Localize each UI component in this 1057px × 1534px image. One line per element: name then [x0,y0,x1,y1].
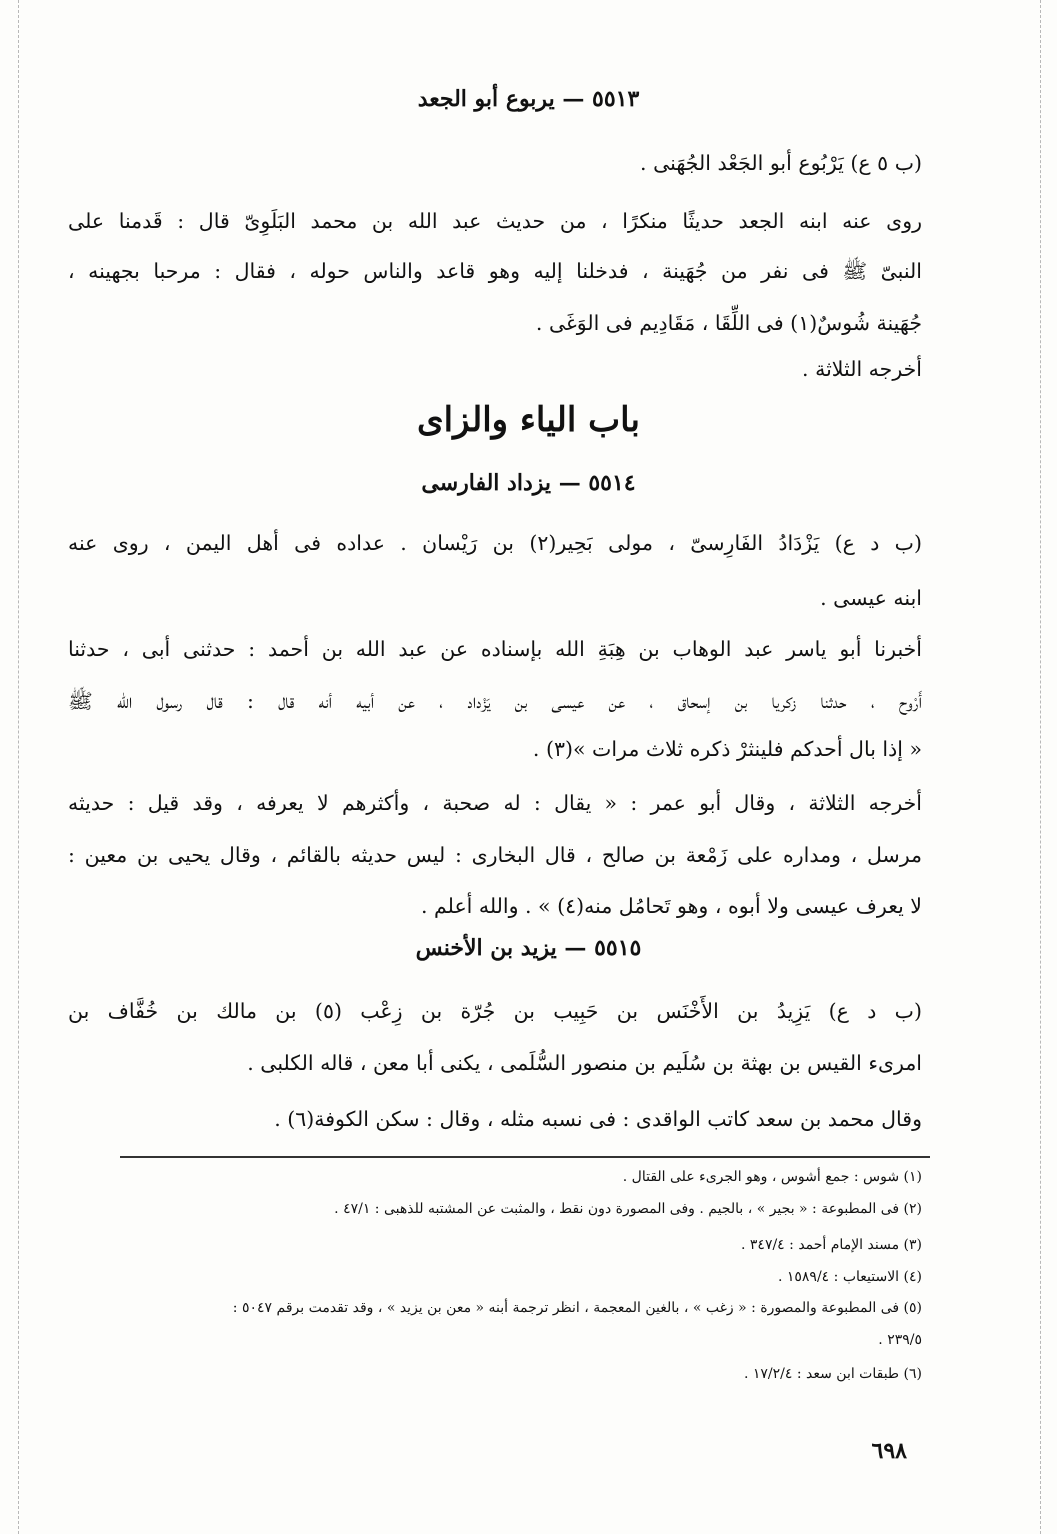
entry-text-line: ابنه عيسى . [820,586,922,610]
entry-heading-5514: ٥٥١٤ — يزداد الفارسى [421,470,636,496]
chapter-title: باب الياء والزاى [417,400,640,440]
footnote: (٥) فى المطبوعة والمصورة : « زغب » ، بالغين المعجمة ، انظر ترجمة أبنه « معن بن يزيد » ، وقد تقدمت برقم ٥٠٤٧ : [232,1300,922,1316]
footnote-separator [120,1156,930,1158]
entry-text-line: أخرجه الثلاثة ، وقال أبو عمر : « يقال : له صحبة ، وأكثرهم لا يعرفه ، وقد قيل : حديثه [68,791,922,815]
entry-text-line: مرسل ، ومداره على زَمْعة بن صالح ، قال البخارى : ليس حديثه بالقائم ، وقال يحيى بن معين : [68,843,922,867]
entry-text-line: روى عنه ابنه الجعد حديثًا منكرًا ، من حديث عبد الله بن محمد البَلَوِىّ قال : قَدمنا على [68,209,922,233]
footnote: (٢) فى المطبوعة : « بجير » ، بالجيم . وفى المصورة دون نقط ، والمثبت عن المشتبه للذهبى : ٤٧/١ . [334,1201,922,1217]
page-number: ٦٩٨ [871,1438,907,1464]
entry-text-line: وقال محمد بن سعد كاتب الواقدى : فى نسبه مثله ، وقال : سكن الكوفة(٦) . [274,1107,922,1131]
footnote: (٣) مسند الإمام أحمد : ٣٤٧/٤ . [741,1237,922,1253]
entry-heading-5513: ٥٥١٣ — يربوع أبو الجعد [417,86,640,112]
footnote-continuation: ٢٣٩/٥ . [878,1332,922,1348]
footnote: (١) شوس : جمع أشوس ، وهو الجرىء على القتال . [622,1169,922,1185]
entry-text-line: امرىء القيس بن بهثة بن سُلَيم بن منصور السُّلَمى ، يكنى أبا معن ، قاله الكلبى . [247,1051,922,1075]
right-page-edge [1040,0,1041,1534]
entry-text-line: (ب ٥ ع) يَرْبُوع أبو الجَعْد الجُهَنى . [640,151,922,175]
entry-text-line: أخبرنا أبو ياسر عبد الوهاب بن هِبَةِ الله بإسناده عن عبد الله بن أحمد : حدثنى أبى ، حدثنا [68,637,922,661]
entry-text-line: « إذا بال أحدكم فلينثرْ ذكره ثلاث مرات »(٣) . [532,737,922,761]
entry-text-line: لا يعرف عيسى ولا أبوه ، وهو تَحامُل منه(٤) » . والله أعلم . [420,894,922,918]
entry-text-line: (ب د ع) يَزِيدُ بن الأَخْنَس بن حَبِيب بن جُرّة بن زِعْب (٥) بن مالك بن خُفَّاف بن [68,999,922,1023]
entry-text-line: أخرجه الثلاثة . [802,357,922,381]
entry-text-line: أَرْوح ، حدثنا زكريا بن إسحاق ، عن عيسى بن يَزْداد ، عن أبيه أنه قال : قال رسول الله ﷺ [68,689,922,713]
left-page-edge [18,0,19,1534]
entry-heading-5515: ٥٥١٥ — يزيد بن الأخنس [415,935,642,961]
entry-text-line: جُهَينة شُوسٌ(١) فى اللِّقَا ، مَقَادِيم فى الوَغَى . [535,311,922,335]
entry-text-line: (ب د ع) يَزْدَادُ الفَارِسىّ ، مولى بَحِير(٢) بن رَيْسان . عداده فى أهل اليمن ، روى عنه [68,531,922,555]
footnote: (٦) طبقات ابن سعد : ١٧/٢/٤ . [743,1366,922,1382]
footnote: (٤) الاستيعاب : ١٥٨٩/٤ . [777,1269,922,1285]
entry-text-line: النبىّ ﷺ فى نفر من جُهَينة ، فدخلنا إليه وهو قاعد والناس حوله ، فقال : مرحبا بجهينه ، [68,259,922,283]
